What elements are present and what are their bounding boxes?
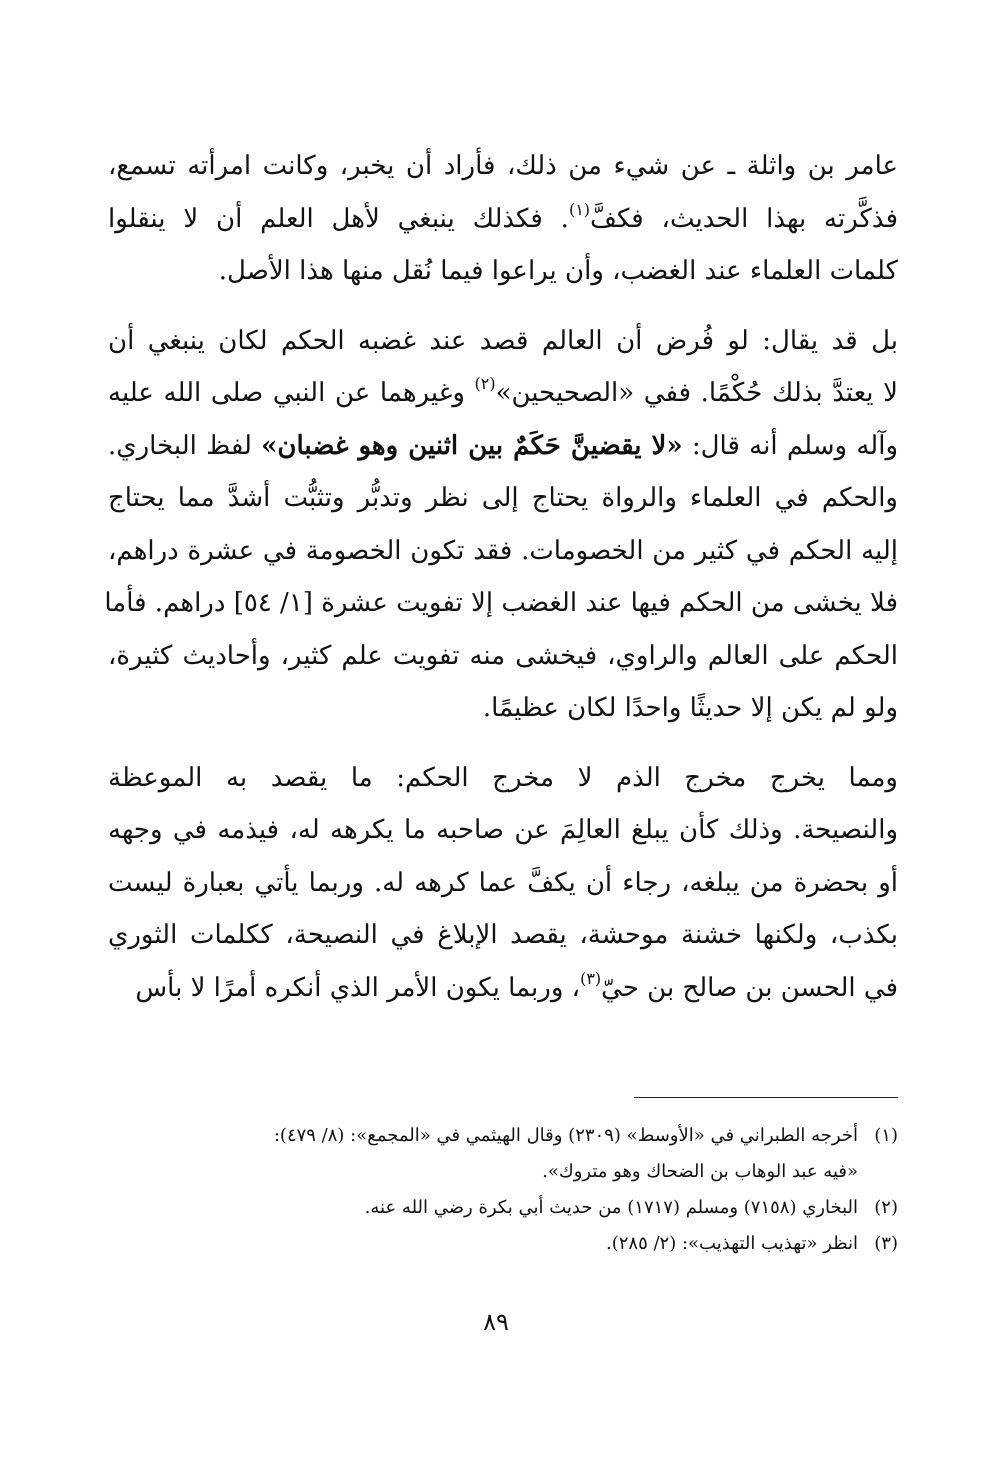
text-run: إليه الحكم في كثير من الخصومات. فقد تكون الخصومة في عشرة دراهم، bbox=[108, 535, 898, 566]
footnote-number: (٢) bbox=[874, 1197, 898, 1218]
text-run: بل قد يقال: لو فُرض أن العالم قصد عند غضبه الحكم لكان ينبغي أن bbox=[108, 325, 898, 356]
text-run: أو بحضرة من يبلغه، رجاء أن يكفَّ عما كرهه له. وربما يأتي بعبارة ليست bbox=[108, 867, 898, 898]
text-run: كلمات العلماء عند الغضب، وأن يراعوا فيما نُقل منها هذا الأصل. bbox=[218, 256, 898, 286]
hadith-quote: «لا يقضينَّ حَكَمٌ بين اثنين وهو غضبان» bbox=[261, 430, 683, 461]
text-line bbox=[108, 857, 898, 910]
footnote bbox=[108, 1118, 898, 1154]
text-run: الحكم على العالم والراوي، فيخشى منه تفويت علم كثير، وأحاديث كثيرة، bbox=[108, 640, 898, 671]
text-line bbox=[108, 315, 898, 368]
text-line bbox=[108, 193, 898, 246]
text-run: وغيرهما عن النبي صلى الله عليه bbox=[108, 378, 475, 408]
text-run: والنصيحة. وذلك كأن يبلغ العالِمَ عن صاحبه ما يكرهه له، فيذمه في وجهه bbox=[108, 815, 898, 845]
text-line bbox=[108, 682, 898, 735]
text-run: ومما يخرج مخرج الذم لا مخرج الحكم: ما يقصد به الموعظة bbox=[108, 762, 898, 793]
text-line bbox=[108, 962, 898, 1015]
footnotes bbox=[108, 1118, 898, 1262]
text-line bbox=[108, 525, 898, 578]
footnote-reference[interactable]: (٣) bbox=[580, 968, 602, 988]
text-line bbox=[108, 420, 898, 473]
text-line bbox=[108, 909, 898, 962]
footnote-continuation: «فيه عبد الوهاب بن الضحاك وهو متروك». bbox=[542, 1161, 858, 1182]
footnote-number: (٣) bbox=[874, 1233, 898, 1254]
text-line bbox=[104, 577, 898, 630]
text-line bbox=[108, 630, 898, 683]
footnote-text: انظر «تهذيب التهذيب»: (٢/ ٢٨٥). bbox=[605, 1233, 858, 1254]
text-line bbox=[108, 804, 898, 857]
footnote-text: أخرجه الطبراني في «الأوسط» (٢٣٠٩) وقال الهيثمي في «المجمع»: (٨/ ٤٧٩): bbox=[273, 1125, 858, 1146]
text-line bbox=[108, 245, 898, 298]
text-line bbox=[108, 367, 898, 420]
main-text bbox=[104, 140, 899, 1031]
text-run: عامر بن واثلة ـ عن شيء من ذلك، فأراد أن يخبر، وكانت امرأته تسمع، bbox=[108, 151, 898, 181]
text-run: فذكَّرته بهذا الحديث، فكفَّ bbox=[590, 203, 899, 234]
text-run: لفظ البخاري. bbox=[108, 430, 262, 461]
footnote-text: البخاري (٧١٥٨) ومسلم (١٧١٧) من حديث أبي بكرة رضي الله عنه. bbox=[364, 1197, 858, 1218]
paragraph bbox=[108, 140, 898, 298]
text-run: والحكم في العلماء والرواة يحتاج إلى نظر وتدبُّر وتثبُّت أشدَّ مما يحتاج bbox=[108, 483, 898, 513]
text-run: فلا يخشى من الحكم فيها عند الغضب إلا تفويت عشرة [١/ ٥٤] دراهم. فأما bbox=[104, 588, 898, 618]
footnote-reference[interactable]: (١) bbox=[568, 199, 591, 219]
text-line bbox=[108, 752, 898, 805]
footnote bbox=[108, 1226, 898, 1262]
text-line bbox=[108, 140, 898, 193]
text-run: . فكذلك ينبغي لأهل العلم أن لا ينقلوا bbox=[108, 203, 569, 234]
text-run: وآله وسلم أنه قال: bbox=[682, 430, 898, 461]
paragraph bbox=[108, 752, 898, 1015]
footnote-number: (١) bbox=[874, 1125, 898, 1146]
text-run: ، وربما يكون الأمر الذي أنكره أمرًا لا بأس bbox=[135, 972, 581, 1003]
paragraph bbox=[104, 315, 898, 735]
footnote bbox=[108, 1190, 898, 1226]
text-line bbox=[108, 472, 898, 525]
footnote-reference[interactable]: (٢) bbox=[474, 374, 496, 393]
page-number: ٨٩ bbox=[483, 1308, 509, 1336]
text-run: في الحسن بن صالح بن حيّ bbox=[601, 972, 898, 1003]
text-run: بكذب، ولكنها خشنة موحشة، يقصد الإبلاغ في النصيحة، ككلمات الثوري bbox=[108, 920, 898, 950]
footnote-separator bbox=[634, 1097, 898, 1098]
text-run: ولو لم يكن إلا حديثًا واحدًا لكان عظيمًا. bbox=[482, 693, 898, 723]
text-run: لا يعتدَّ بذلك حُكْمًا. ففي «الصحيحين» bbox=[495, 378, 898, 408]
